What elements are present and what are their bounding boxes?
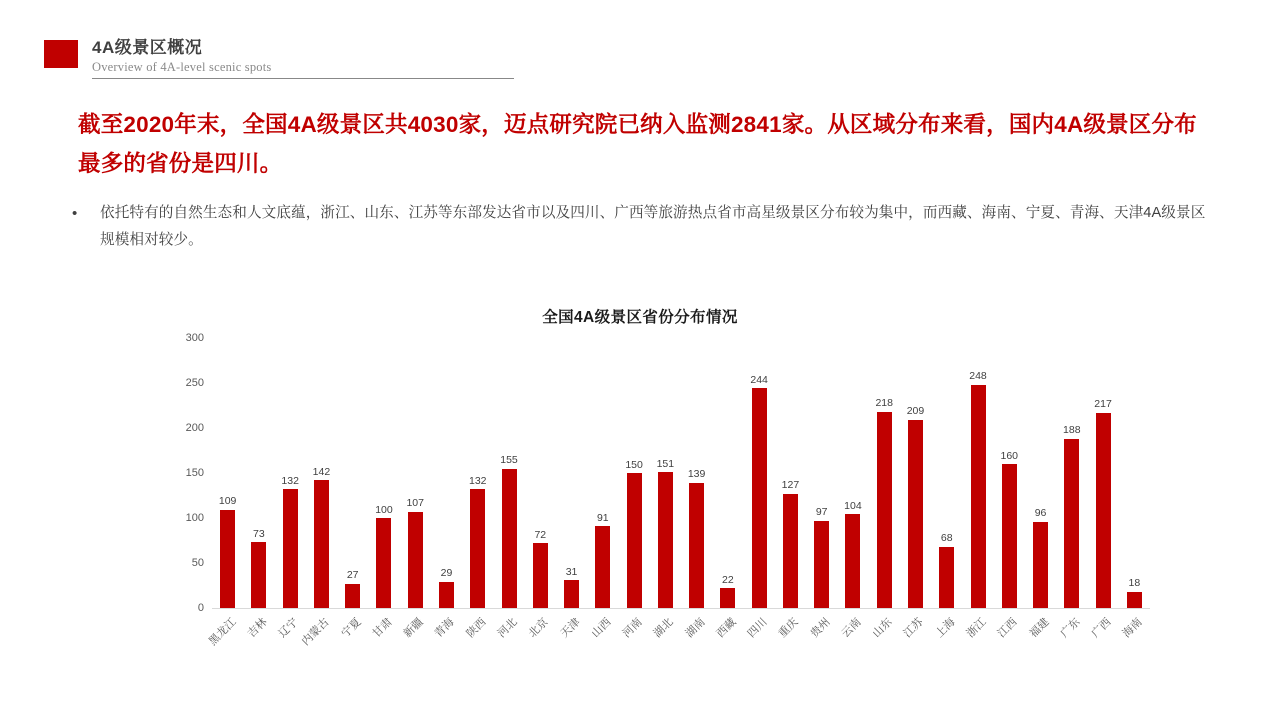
bar xyxy=(971,385,986,608)
x-axis-label: 吉林 xyxy=(245,616,270,641)
bar-value-label: 29 xyxy=(440,567,453,580)
bar-value-label: 150 xyxy=(625,458,643,471)
bar-column xyxy=(243,338,274,608)
x-axis-column xyxy=(368,610,399,668)
lead-paragraph: 截至2020年末，全国4A级景区共4030家，迈点研究院已纳入监测2841家。从区域分布来看，国内4A级景区分布最多的省份是四川。 xyxy=(78,112,1197,177)
bar-column xyxy=(1119,338,1150,608)
bar xyxy=(283,489,298,608)
x-axis-column xyxy=(1087,610,1118,668)
bar xyxy=(658,472,673,608)
x-axis-label: 重庆 xyxy=(776,616,802,641)
bar-value-label: 104 xyxy=(844,499,862,512)
bar-column xyxy=(900,338,931,608)
x-axis-column xyxy=(300,610,337,668)
x-axis-column xyxy=(681,610,712,668)
bar xyxy=(877,412,892,608)
bar-column xyxy=(806,338,837,608)
bar-column xyxy=(275,338,306,608)
x-axis-column xyxy=(587,610,618,668)
bar xyxy=(345,584,360,608)
bar xyxy=(1033,522,1048,608)
bar-value-label: 18 xyxy=(1128,577,1141,590)
bar xyxy=(470,489,485,608)
bar-column xyxy=(744,338,775,608)
x-axis-label: 西藏 xyxy=(714,616,739,641)
x-axis-column xyxy=(806,610,837,668)
x-axis-label: 福建 xyxy=(1027,616,1052,641)
plot-area xyxy=(212,338,1150,609)
y-axis-tick: 250 xyxy=(185,377,204,389)
bar-column xyxy=(994,338,1025,608)
x-axis-column xyxy=(337,610,368,668)
page-title: 4A级景区概况 xyxy=(92,38,203,57)
bar-column xyxy=(618,338,649,608)
y-axis-tick: 50 xyxy=(191,557,204,569)
x-axis-label: 广西 xyxy=(1089,616,1114,641)
x-axis-column xyxy=(744,610,775,668)
bar-value-label: 209 xyxy=(906,405,925,418)
bar-column xyxy=(681,338,712,608)
x-axis-column xyxy=(712,610,743,668)
bar-column xyxy=(306,338,337,608)
x-axis-column xyxy=(431,610,462,668)
x-axis xyxy=(206,610,1150,668)
bar-column xyxy=(431,338,462,608)
x-axis-column xyxy=(525,610,556,668)
bar-value-label: 188 xyxy=(1063,424,1081,437)
x-axis-column xyxy=(462,610,493,668)
x-axis-column xyxy=(1025,610,1056,668)
x-axis-column xyxy=(618,610,649,668)
bar xyxy=(1002,464,1017,608)
x-axis-label: 新疆 xyxy=(401,616,426,641)
x-axis-column xyxy=(1056,610,1087,668)
x-axis-column xyxy=(243,610,274,668)
bar-column xyxy=(212,338,243,608)
x-axis-label: 山西 xyxy=(589,616,614,641)
bar xyxy=(814,521,829,608)
x-axis-label: 河南 xyxy=(620,616,645,641)
x-axis-label: 湖南 xyxy=(683,616,708,641)
x-axis-label: 天津 xyxy=(558,616,583,641)
bar-value-label: 109 xyxy=(218,495,237,508)
bar xyxy=(939,547,954,608)
x-axis-label: 贵州 xyxy=(808,616,833,641)
bar-column xyxy=(556,338,587,608)
header-texts xyxy=(92,38,514,79)
bar-value-label: 22 xyxy=(722,573,734,586)
bar-column xyxy=(650,338,681,608)
x-axis-column xyxy=(775,610,806,668)
bar-value-label: 96 xyxy=(1034,507,1047,520)
bar-value-label: 127 xyxy=(781,479,800,492)
x-axis-column xyxy=(400,610,431,668)
bar xyxy=(564,580,579,608)
bar xyxy=(533,543,548,608)
bar-column xyxy=(493,338,524,608)
bar xyxy=(1064,439,1079,608)
bar-value-label: 27 xyxy=(346,569,359,582)
bar-value-label: 132 xyxy=(468,474,487,487)
bar-column xyxy=(587,338,618,608)
bullet-marker: • xyxy=(72,205,78,222)
y-axis-tick: 150 xyxy=(185,467,204,479)
bar-value-label: 142 xyxy=(312,465,331,478)
x-axis-label: 湖北 xyxy=(651,616,676,641)
x-axis-label: 江苏 xyxy=(902,616,927,641)
bar xyxy=(595,526,610,608)
x-axis-label: 浙江 xyxy=(964,616,989,641)
bar-column xyxy=(837,338,868,608)
x-axis-label: 甘肃 xyxy=(370,616,395,641)
bar xyxy=(908,420,923,608)
bar xyxy=(314,480,329,608)
bar xyxy=(845,514,860,608)
x-axis-column xyxy=(206,610,243,668)
x-axis-label: 广东 xyxy=(1058,616,1083,641)
bar xyxy=(439,582,454,608)
bar-column xyxy=(962,338,993,608)
bar-column xyxy=(400,338,431,608)
bar-column xyxy=(712,338,743,608)
bar-column xyxy=(1025,338,1056,608)
y-axis xyxy=(150,332,212,614)
bar-value-label: 244 xyxy=(750,373,768,386)
x-axis-column xyxy=(962,610,993,668)
x-axis-label: 宁夏 xyxy=(339,616,364,641)
bar-value-label: 132 xyxy=(281,474,299,487)
bar xyxy=(627,473,642,608)
bar xyxy=(251,542,266,608)
bar-value-label: 68 xyxy=(940,532,953,545)
x-axis-label: 江西 xyxy=(995,616,1020,641)
x-axis-label: 北京 xyxy=(526,616,551,641)
bar-column xyxy=(775,338,806,608)
x-axis-label: 四川 xyxy=(745,616,770,641)
x-axis-label: 山东 xyxy=(870,616,895,641)
x-axis-label: 云南 xyxy=(839,616,864,641)
bar-value-label: 248 xyxy=(969,370,987,383)
page-subtitle: Overview of 4A-level scenic spots xyxy=(92,59,272,74)
bar xyxy=(220,510,235,608)
bar-value-label: 160 xyxy=(1000,449,1019,462)
bar-value-label: 31 xyxy=(565,565,578,578)
x-axis-label: 陕西 xyxy=(464,616,489,641)
bar-column xyxy=(337,338,368,608)
bar-value-label: 100 xyxy=(375,503,393,516)
bar-chart xyxy=(150,332,1150,668)
y-axis-tick: 100 xyxy=(185,512,204,524)
x-axis-column xyxy=(556,610,587,668)
bar-column xyxy=(525,338,556,608)
bar xyxy=(1127,592,1142,608)
x-axis-label: 上海 xyxy=(933,616,958,641)
x-axis-label: 黑龙江 xyxy=(206,616,239,648)
bar xyxy=(502,469,517,609)
bar-value-label: 97 xyxy=(815,506,828,519)
x-axis-label: 青海 xyxy=(433,616,458,641)
x-axis-column xyxy=(900,610,931,668)
bar-value-label: 151 xyxy=(656,457,675,470)
chart-title: 全国4A级景区省份分布情况 xyxy=(542,309,738,326)
bar-value-label: 218 xyxy=(875,397,893,410)
bar-value-label: 217 xyxy=(1094,398,1112,411)
bar-value-label: 155 xyxy=(500,454,518,466)
bar-column xyxy=(869,338,900,608)
bar xyxy=(1096,413,1111,608)
x-axis-column xyxy=(994,610,1025,668)
bar xyxy=(720,588,735,608)
bar-value-label: 73 xyxy=(253,527,265,540)
bar-column xyxy=(368,338,399,608)
bullet-item xyxy=(72,200,1207,254)
x-axis-column xyxy=(493,610,524,668)
bar-column xyxy=(462,338,493,608)
x-axis-column xyxy=(837,610,868,668)
bar xyxy=(752,388,767,608)
red-square-icon xyxy=(44,40,78,68)
x-axis-label: 内蒙古 xyxy=(300,616,333,648)
x-axis-column xyxy=(1119,610,1150,668)
bar xyxy=(783,494,798,608)
bar-series xyxy=(212,338,1150,608)
x-axis-label: 河北 xyxy=(495,616,520,641)
bullet-text: 依托特有的自然生态和人文底蕴，浙江、山东、江苏等东部发达省市以及四川、广西等旅游热点省市高星级景区分布较为集中，而西藏、海南、宁夏、青海、天津4A级景区规模相对较少。 xyxy=(100,205,1206,248)
x-axis-label: 海南 xyxy=(1120,616,1145,641)
bar-column xyxy=(1056,338,1087,608)
x-axis-label: 辽宁 xyxy=(276,616,301,641)
bar xyxy=(689,483,704,608)
x-axis-column xyxy=(869,610,900,668)
x-axis-column xyxy=(650,610,681,668)
bar-column xyxy=(1087,338,1118,608)
bar-value-label: 91 xyxy=(596,511,609,524)
y-axis-tick: 200 xyxy=(185,422,204,434)
bar-column xyxy=(931,338,962,608)
x-axis-column xyxy=(931,610,962,668)
y-axis-tick: 0 xyxy=(197,602,204,614)
slide-header xyxy=(44,38,514,79)
bar-value-label: 72 xyxy=(534,528,547,541)
bar xyxy=(376,518,391,608)
y-axis-tick: 300 xyxy=(185,332,204,344)
header-row xyxy=(44,38,514,79)
bar-value-label: 107 xyxy=(406,497,424,510)
bar xyxy=(408,512,423,608)
bar-value-label: 139 xyxy=(687,468,706,481)
